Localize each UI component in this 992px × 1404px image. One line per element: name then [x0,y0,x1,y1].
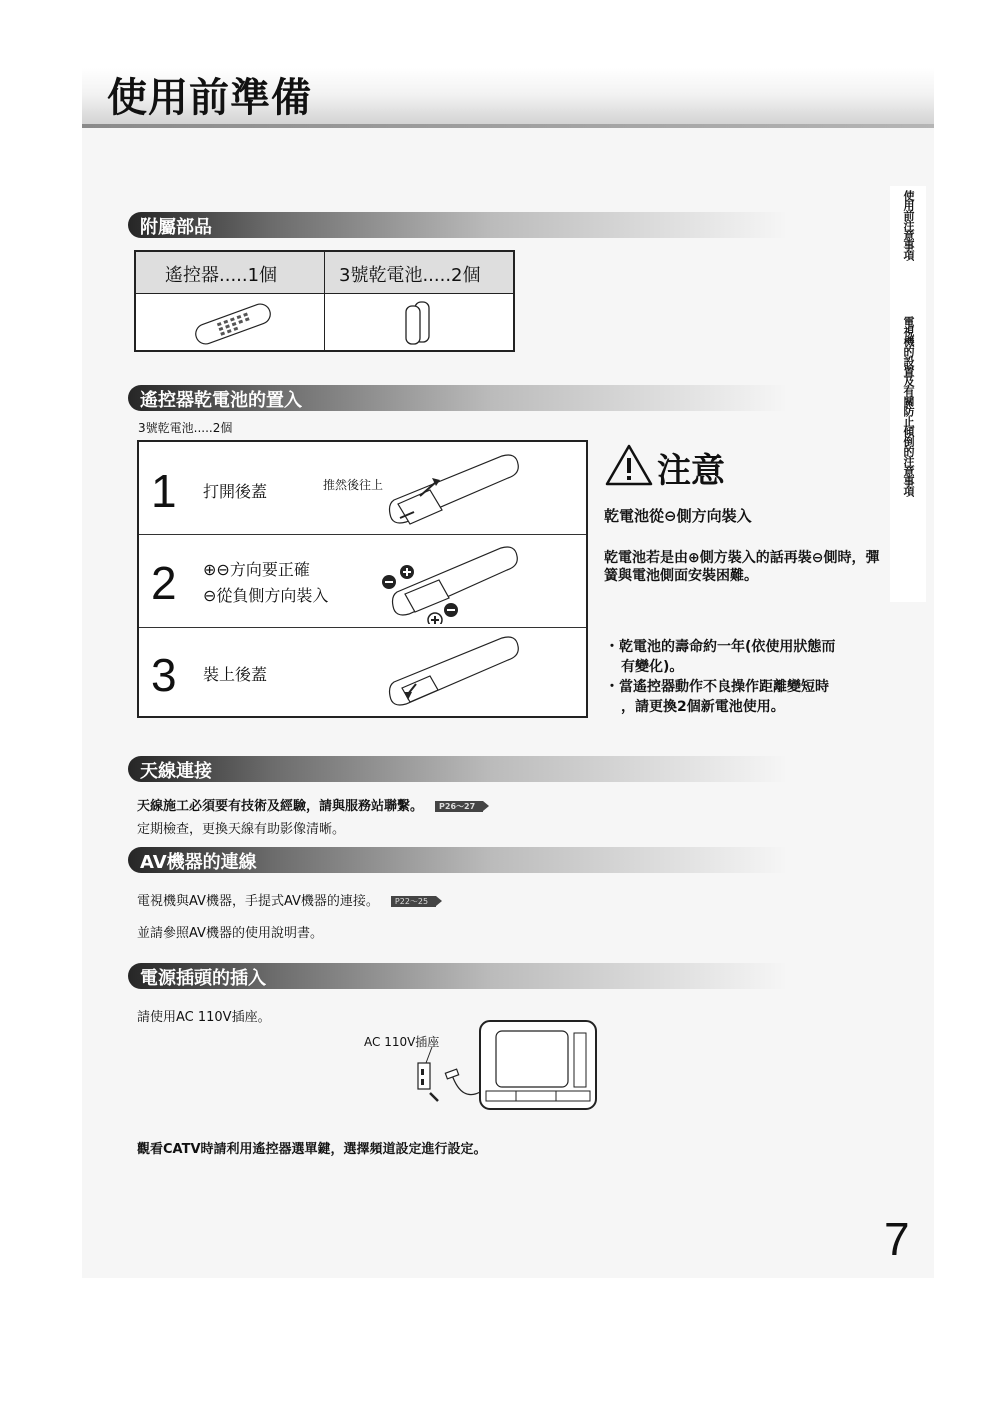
page-ref-badge[interactable]: P22～25 [391,896,436,907]
section-title: AV機器的連線 [140,852,257,873]
antenna-line-1 [137,795,483,814]
step-text-1: 打開後蓋 [203,482,268,501]
section-header-power [128,963,788,989]
antenna-text: 天線施工必須要有技術及經驗，請與服務站聯繫。 [137,799,424,814]
step-text-3: 裝上後蓋 [203,665,268,684]
step-text-2a: ⊕⊖方向要正確 [203,560,310,579]
step-text-2b: ⊖從負側方向裝入 [203,586,329,605]
step-number-2: 2 [151,557,177,609]
section-title: 遙控器乾電池的置入 [140,390,302,411]
table-divider [324,252,325,350]
accessories-table [134,250,515,352]
section-header-antenna [128,756,788,782]
section-header-accessories [128,212,788,238]
av-text: 電視機與AV機器，手提式AV機器的連接。 [137,894,379,909]
caution-title: 注意 [657,451,725,491]
accessory-cell-remote [136,252,324,294]
remote-control-icon [188,302,278,346]
catv-footer-note: 觀看CATV時請利用遙控器選單鍵，選擇頻道設定進行設定。 [137,1142,487,1157]
step-divider [139,627,586,628]
caution-subtitle: 乾電池從⊖側方向裝入 [604,507,752,525]
caution-body: 乾電池若是由⊕側方裝入的話再裝⊖側時，彈簧與電池側面安裝困難。 [604,550,880,584]
section-title: 電源插頭的插入 [140,968,266,989]
battery-steps-box [137,440,588,718]
remote-battery-polarity-diagram [379,538,524,624]
bullet-1-line1: ・乾電池的壽命約一年(依使用狀態而 [605,639,836,655]
accessory-cell-battery [325,252,513,294]
outlet-label: AC 110V插座 [364,1035,440,1049]
accessory-label: 3號乾電池.....2個 [339,265,481,286]
page-ref-badge[interactable]: P26～27 [435,801,483,812]
step-number-3: 3 [151,649,177,701]
section-title: 附屬部品 [140,217,212,238]
bullet-1-line2: 有變化)。 [621,659,684,675]
page-number: 7 [884,1213,910,1265]
battery-note: 3號乾電池.....2個 [138,421,233,435]
step-number-1: 1 [151,465,177,517]
bullet-2-line2: ，請更換2個新電池使用。 [621,699,785,715]
step-divider [139,534,586,535]
side-tab-label-2: 電視機的設置及有關防止傾倒的注意事項 [902,316,915,496]
section-header-battery-install [128,385,788,411]
antenna-line-2: 定期檢查，更換天線有助影像清晰。 [137,822,346,837]
page-title: 使用前準備 [107,75,312,121]
section-title: 天線連接 [140,761,212,782]
av-line-2: 並請參照AV機器的使用說明書。 [137,926,323,941]
section-header-av [128,847,788,873]
bullet-2-line1: ・當遙控器動作不良操作距離變短時 [605,679,829,695]
step-diagram-label-1: 推然後往上 [323,478,384,492]
remote-open-cover-diagram [384,448,524,528]
av-line-1 [137,890,436,909]
accessory-label: 遙控器.....1個 [165,265,278,286]
warning-icon [604,443,654,487]
power-line-1: 請使用AC 110V插座。 [137,1010,271,1025]
battery-icon [401,298,437,346]
remote-close-cover-diagram [384,630,524,710]
side-tab-label-1: 使用前注意事項 [902,190,915,260]
tv-outlet-diagram [406,1015,602,1115]
